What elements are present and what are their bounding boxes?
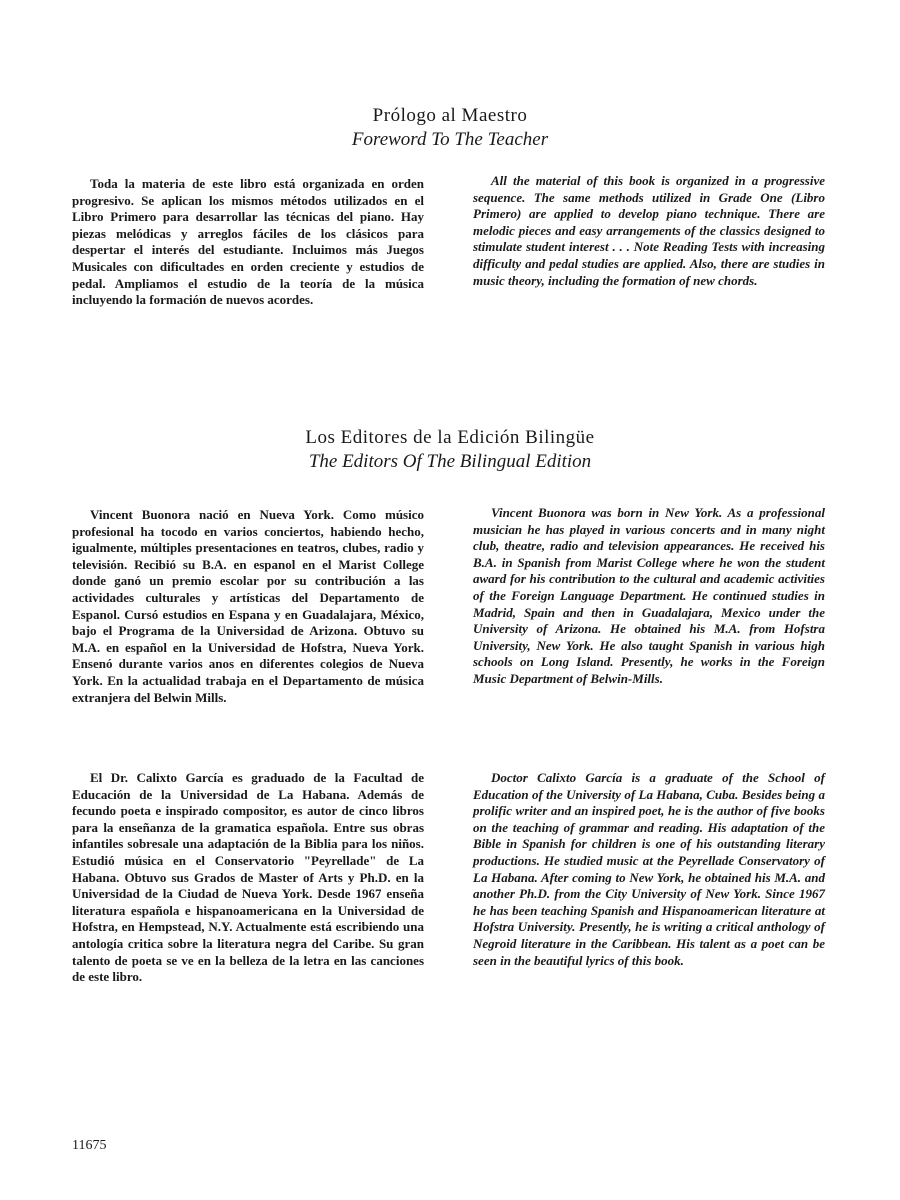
garcia-bio-en: Doctor Calixto García is a graduate of the School of Education of the University of La Habana, Cuba. Besides being a prolific writer and an inspired poet, he is the author of five books on the teaching of grammar and reading. His adaptation of the Bible in Spanish for children is one of his outstanding literary productions. He studied music at the Peyrellade Conservatory of La Habana. After coming to New York, he obtained his M.A. and another Ph.D. from the City University of New York. Since 1967 he has been teaching Spanish and Hispanoamerican literature at Hofstra University. Presently, he is writing a critical anthology of Negroid literature in the Caribbean. His talent as a poet can be seen in the beautiful lyrics of this book.	[473, 770, 825, 968]
buonora-bio-en: Vincent Buonora was born in New York. As a professional musician he has played in various concerts and in many night club, theatre, radio and television appearances. He received his B.A. in Spanish from Marist College where he won the student award for his contribution to the cultural and academic activities of the Foreign Language Department. He continued studies in Madrid, Spain and then in Guadalajara, Mexico under the University of Arizona. He obtained his M.A. from Hofstra University, New York. He also taught Spanish in various high schools on Long Island. Presently, he works in the Foreign Music Department of Belwin-Mills.	[473, 505, 825, 686]
editors-title-es: Los Editores de la Edición Bilingüe	[305, 427, 595, 448]
page-number: 11675	[72, 1138, 107, 1153]
foreword-text-es: Toda la materia de este libro está organizada en orden progresivo. Se aplican los mismos métodos utilizados en el Libro Primero para desarrollar las técnicas del piano. Hay piezas melódicas y arreglos fáciles de los clásicos para despertar el interés del estudiante. Incluimos más Juegos Musicales con dificultades en orden creciente y estudios de pedal. Ampliamos el estudio de la teoría de la música incluyendo la formación de nuevos acordes.	[72, 176, 424, 308]
foreword-heading	[20, 104, 880, 152]
foreword-title-en: Foreword To The Teacher	[351, 128, 549, 150]
buonora-bio-es: Vincent Buonora nació en Nueva York. Como músico profesional ha tocodo en varios conciertos, habiendo hecho, igualmente, múltiples presentaciones en teatros, clubes, radio y televisión. Recibió su B.A. en espanol en el Marist College donde ganó un premio escolar por su contribución a las actividades culturales y artísticas del Departamento de Espanol. Cursó estudios en Espana y en Guadalajara, México, bajo el Programa de la Universidad de Arizona. Obtuvo su M.A. en español en la Universidad de Hofstra, Nueva York. Ensenó durante varios anos en diferentes colegios de Nueva York. En la actualidad trabaja en el Departamento de música extranjera del Belwin Mills.	[72, 507, 424, 705]
foreword-title-es: Prólogo al Maestro	[372, 105, 528, 126]
editors-heading	[20, 426, 880, 474]
garcia-bio-es: El Dr. Calixto García es graduado de la Facultad de Educación de la Universidad de La Habana. Además de fecundo poeta e inspirado compositor, es autor de cinco libros para la enseñanza de la gramatica española. Entre sus obras infantiles sobresale una adaptación de la Biblia para los niños. Estudió música en el Conservatorio "Peyrellade" de La Habana. Obtuvo sus Grados de Master of Arts y Ph.D. en la Universidad de la Ciudad de Nueva York. Desde 1967 enseña literatura española e hispanoamericana en la Universidad de Hofstra, en Hempstead, N.Y. Actualmente está escribiendo una antología critica sobre la literatura negra del Caribe. Su gran talento de poeta se ve en la belleza de la letra en las canciones de este libro.	[72, 770, 424, 985]
editors-title-en: The Editors Of The Bilingual Edition	[308, 450, 592, 472]
foreword-text-en: All the material of this book is organized in a progressive sequence. The same methods utilized in Grade One (Libro Primero) are applied to develop piano technique. There are melodic pieces and easy arrangements of the classics designed to stimulate student interest . . . Note Reading Tests with increasing difficulty and pedal studies are applied. Also, there are studies in music theory, including the formation of new chords.	[473, 173, 825, 288]
